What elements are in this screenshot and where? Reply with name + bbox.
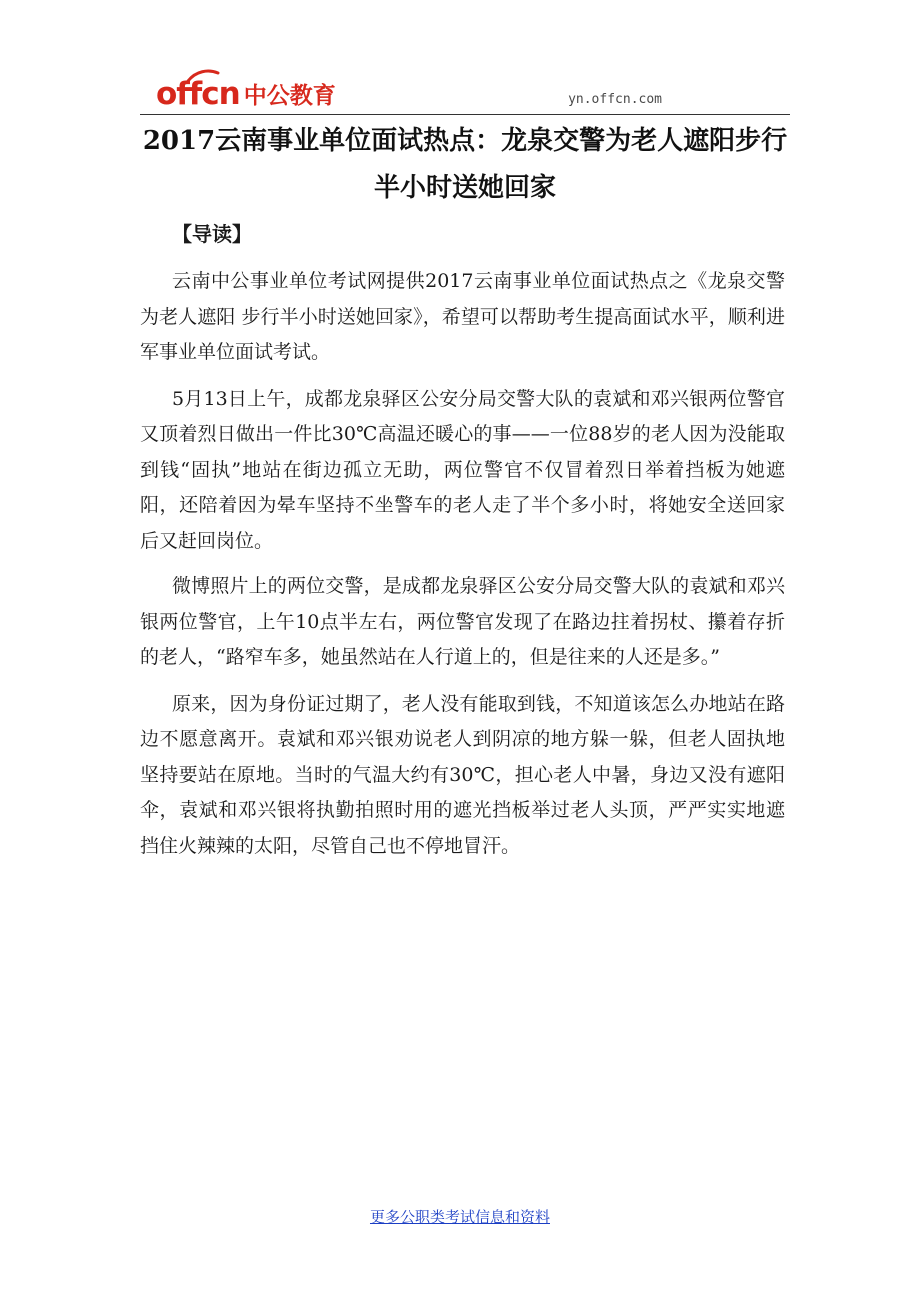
logo-chinese-name: 中公教育 (243, 83, 336, 109)
paragraph-event: 5月13日上午，成都龙泉驿区公安分局交警大队的袁斌和邓兴银两位警官又顶着烈日做出一件比30℃高温还暖心的事——一位88岁的老人因为没能取到钱“固执”地站在街边孤立无助，两位警官不仅冒着烈日举着挡板为她遮阳，还陪着因为晕车坚持不坐警车的老人走了半个多小时，将她安全送回家后又赶回岗位。 (140, 387, 785, 552)
logo-wordmark (156, 76, 240, 112)
offcn-logo (156, 70, 336, 110)
article-title: 2017云南事业单位面试热点：龙泉交警为老人遮阳步行半小时送她回家 (142, 126, 788, 203)
site-url: yn.offcn.com (568, 92, 662, 107)
article-body (140, 264, 785, 875)
logo-word-part2: cn (201, 76, 240, 112)
paragraph-details: 原来，因为身份证过期了，老人没有能取到钱，不知道该怎么办地站在路边不愿意离开。袁斌和邓兴银劝说老人到阴凉的地方躲一躲，但老人固执地坚持要站在原地。当时的气温大约有30℃，担心老人中暑，身边又没有遮阳伞，袁斌和邓兴银将执勤拍照时用的遮光挡板举过老人头顶，严严实实地遮挡住火辣辣的太阳，尽管自己也不停地冒汗。 (140, 692, 785, 857)
paragraph-intro: 云南中公事业单位考试网提供2017云南事业单位面试热点之《龙泉交警为老人遮阳 步行半小时送她回家》，希望可以帮助考生提高面试水平，顺利进军事业单位面试考试。 (140, 270, 785, 363)
more-info-link[interactable]: 更多公职类考试信息和资料 (369, 1208, 550, 1226)
paragraph-weibo: 微博照片上的两位交警，是成都龙泉驿区公安分局交警大队的袁斌和邓兴银两位警官，上午10点半左右，两位警官发现了在路边拄着拐杖、攥着存折的老人，“路窄车多，她虽然站在人行道上的，但是往来的人还是多。” (140, 575, 785, 668)
lead-label: 【导读】 (172, 222, 252, 246)
logo-word-part1: off (156, 76, 202, 112)
page-header (140, 62, 790, 115)
logo-swoosh-icon (186, 69, 220, 83)
